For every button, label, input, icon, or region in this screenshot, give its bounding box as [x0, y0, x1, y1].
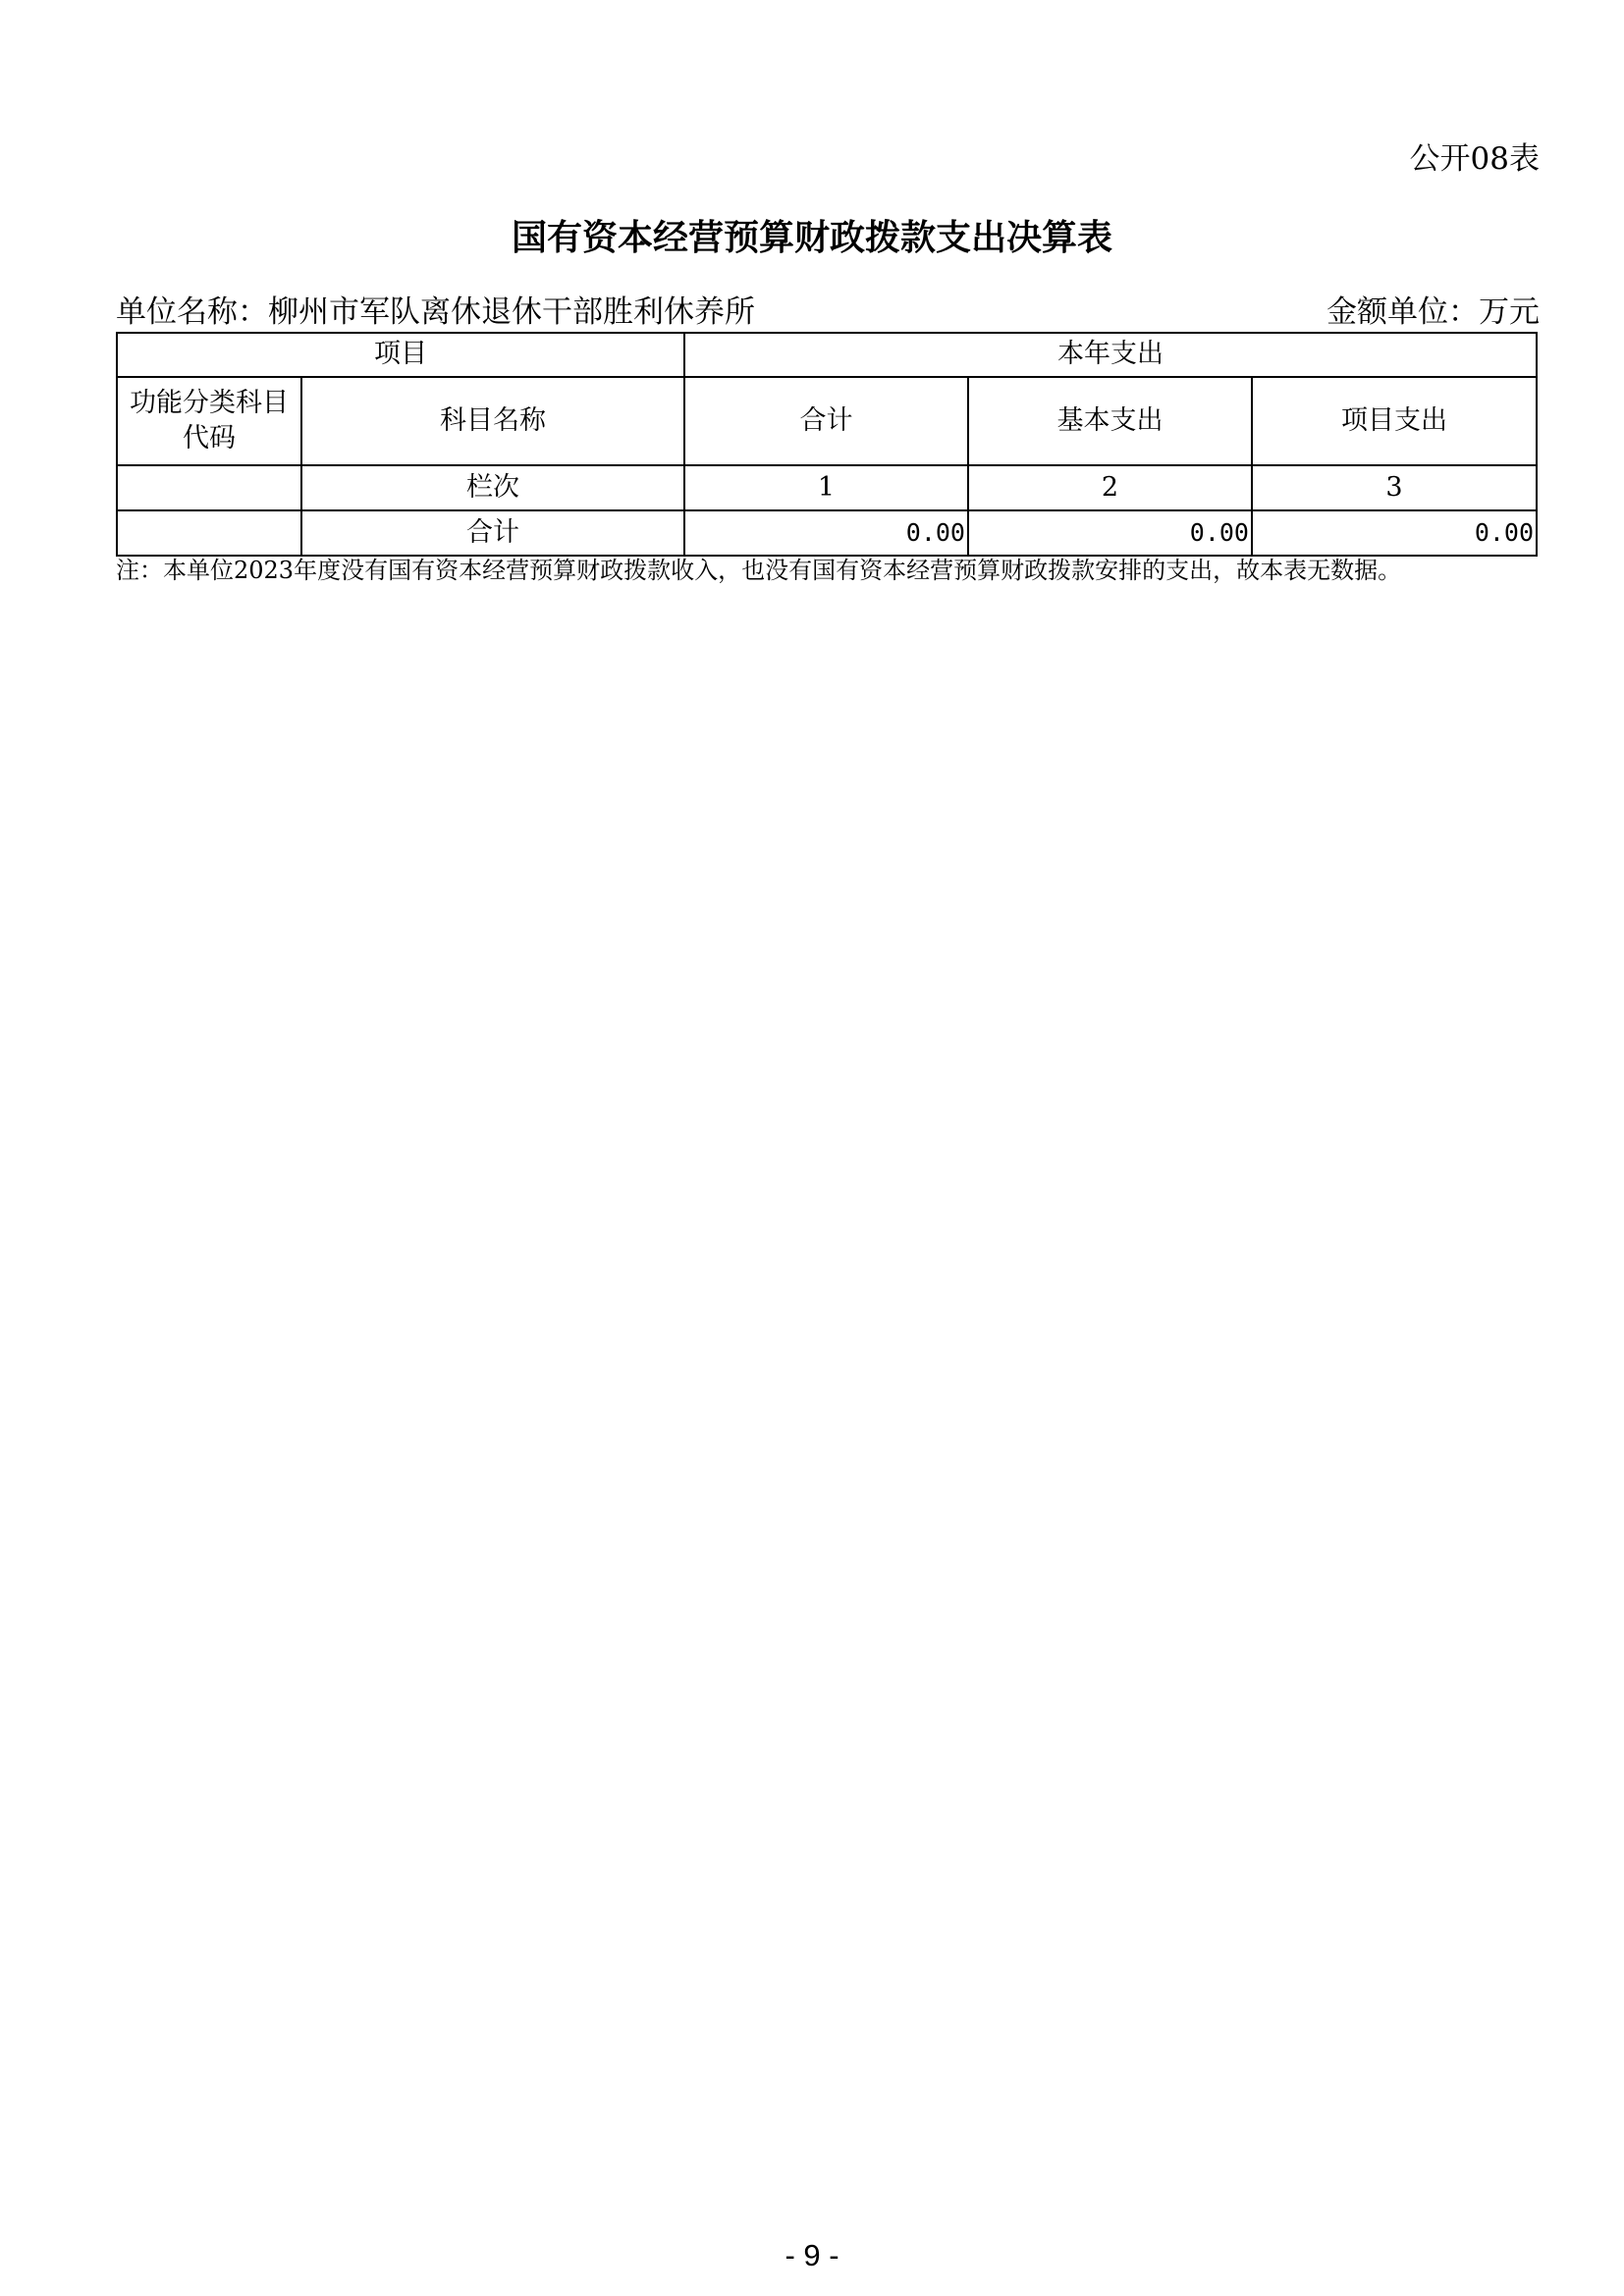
col-basic-header: 基本支出	[968, 377, 1252, 465]
unit-name: 单位名称：柳州市军队离休退休干部胜利休养所	[116, 294, 755, 330]
col-total-header: 合计	[684, 377, 968, 465]
header-row-2	[117, 377, 1537, 465]
total-label-cell: 合计	[301, 510, 684, 556]
index-col-1: 1	[684, 465, 968, 510]
total-amount-cell: 0.00	[684, 510, 968, 556]
total-code-cell	[117, 510, 301, 556]
expense-table	[116, 332, 1538, 557]
index-row	[117, 465, 1537, 510]
index-code-cell	[117, 465, 301, 510]
header-project: 项目	[117, 333, 684, 377]
total-basic-cell: 0.00	[968, 510, 1252, 556]
col-code-header: 功能分类科目代码	[117, 377, 301, 465]
index-label-cell: 栏次	[301, 465, 684, 510]
form-number: 公开08表	[1409, 141, 1540, 177]
footnote: 注：本单位2023年度没有国有资本经营预算财政拨款收入，也没有国有资本经营预算财政拨款安排的支出，故本表无数据。	[116, 557, 1402, 584]
header-year-expense: 本年支出	[684, 333, 1537, 377]
amount-unit: 金额单位：万元	[1326, 294, 1540, 330]
index-col-2: 2	[968, 465, 1252, 510]
page-number: - 9 -	[785, 2238, 839, 2272]
index-col-3: 3	[1252, 465, 1537, 510]
page-title: 国有资本经营预算财政拨款支出决算表	[511, 218, 1112, 258]
total-row	[117, 510, 1537, 556]
meta-row	[116, 287, 1540, 331]
total-project-cell: 0.00	[1252, 510, 1537, 556]
header-row-1	[117, 333, 1537, 377]
col-name-header: 科目名称	[301, 377, 684, 465]
col-project-header: 项目支出	[1252, 377, 1537, 465]
